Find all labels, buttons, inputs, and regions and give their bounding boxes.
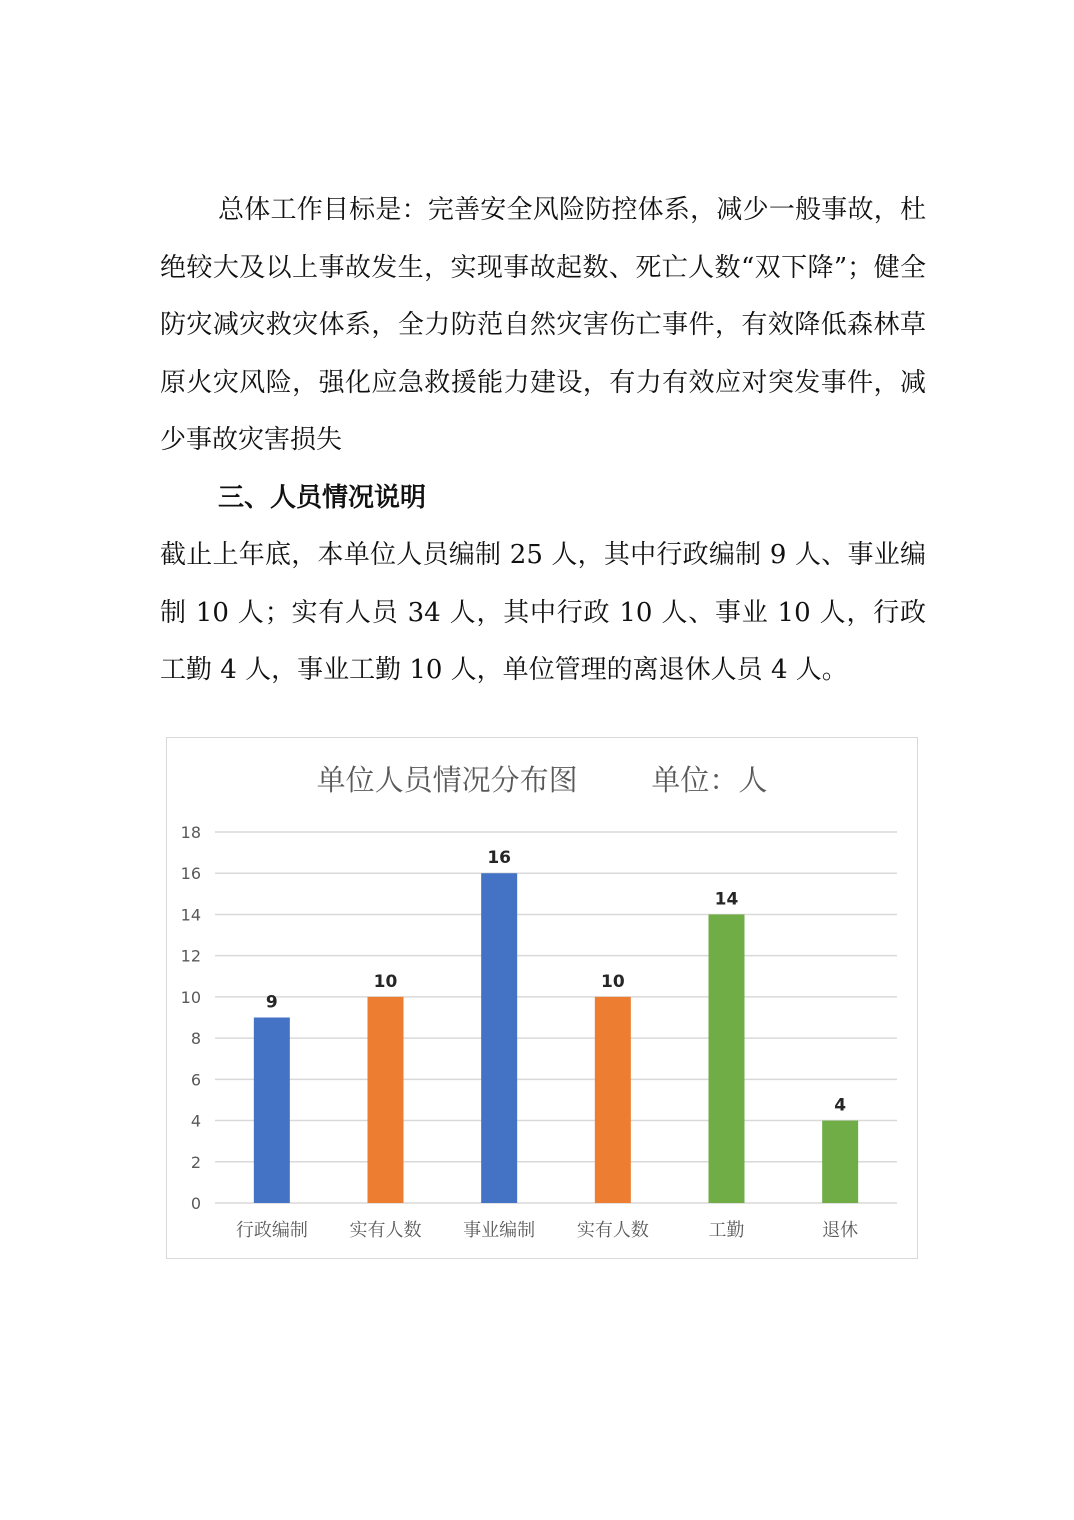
y-tick-label: 0 [190, 1194, 201, 1213]
staff-distribution-chart [166, 737, 918, 1259]
x-tick-label-5: 退休 [822, 1220, 859, 1241]
staff-paragraph: 截止上年底，本单位人员编制 25 人，其中行政编制 9 人、事业编制 10 人；实有人员 34 人，其中行政 10 人、事业 10 人，行政工勤 4 人，事业工勤 10 人，单位管理的离退休人员 4 人。 [160, 540, 926, 685]
bar-3 [595, 997, 631, 1203]
section-heading: 三、人员情况说明 [218, 482, 427, 513]
x-tick-label-3: 实有人数 [576, 1220, 649, 1241]
y-tick-label: 18 [180, 823, 201, 842]
data-label-0: 9 [265, 992, 278, 1013]
chart-title: 单位人员情况分布图 单位：人 [316, 763, 768, 797]
y-tick-label: 4 [190, 1111, 201, 1131]
x-tick-label-0: 行政编制 [235, 1220, 308, 1241]
data-label-1: 10 [373, 971, 398, 992]
grid-lines [215, 832, 897, 1203]
data-label-4: 14 [714, 889, 739, 910]
y-tick-label: 8 [190, 1029, 201, 1049]
bar-2 [481, 873, 517, 1203]
x-tick-label-4: 工勤 [708, 1220, 745, 1241]
y-tick-label: 2 [190, 1152, 201, 1172]
bar-1 [368, 997, 404, 1203]
data-label-3: 10 [600, 971, 625, 992]
y-tick-label: 12 [180, 946, 201, 966]
y-axis-ticks [181, 823, 201, 1213]
y-tick-label: 16 [180, 864, 201, 884]
data-labels [266, 848, 846, 1115]
bar-0 [254, 1018, 290, 1204]
bar-4 [709, 914, 745, 1203]
x-axis-labels [236, 1220, 858, 1241]
y-tick-label: 14 [180, 905, 201, 925]
x-tick-label-2: 事业编制 [463, 1220, 536, 1241]
goal-paragraph: 总体工作目标是：完善安全风险防控体系，减少一般事故，杜绝较大及以上事故发生，实现事故起数、死亡人数“双下降”；健全防灾减灾救灾体系，全力防范自然灾害伤亡事件，有效降低森林草原火灾风险，强化应急救援能力建设，有力有效应对突发事件，减少事故灾害损失 [160, 195, 926, 455]
y-tick-label: 10 [180, 987, 201, 1007]
x-tick-label-1: 实有人数 [349, 1220, 422, 1241]
document-body [160, 182, 926, 700]
y-tick-label: 6 [190, 1070, 201, 1090]
bar-5 [822, 1121, 858, 1203]
data-label-5: 4 [834, 1095, 847, 1116]
data-label-2: 16 [487, 848, 512, 869]
chart-canvas [167, 738, 917, 1258]
